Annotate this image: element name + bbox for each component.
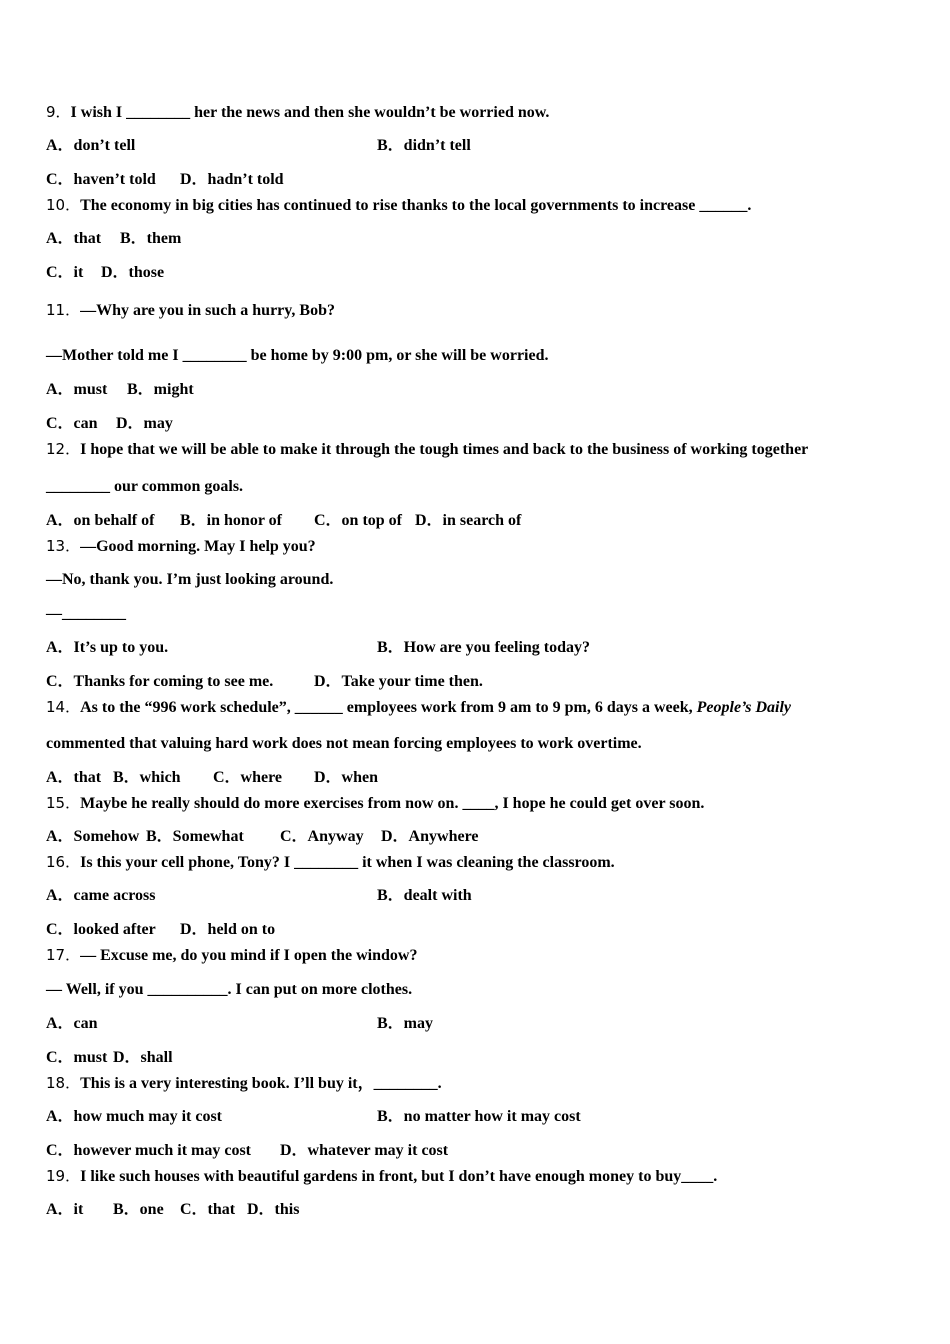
option-a: A．must	[46, 381, 108, 398]
question-11-reply: —Mother told me I ________ be home by 9:00 pm, or she will be worried.	[46, 347, 549, 364]
option-b: B．may	[377, 1015, 434, 1032]
option-a: A．came across	[46, 887, 156, 904]
option-c: C．must	[46, 1049, 108, 1066]
option-a: A．It’s up to you.	[46, 639, 169, 656]
question-text: I hope that we will be able to make it through the tough times and back to the business of working together	[80, 441, 809, 458]
question-15-stem	[46, 793, 704, 814]
question-text: The economy in big cities has continued to rise thanks to the local governments to increase ______.	[80, 197, 752, 214]
question-number: 13．	[46, 537, 81, 555]
question-13-blank: —________	[46, 605, 126, 622]
question-12-stem	[46, 439, 808, 460]
option-c: C．on top of	[314, 512, 403, 529]
question-13-reply: —No, thank you. I’m just looking around.	[46, 571, 334, 588]
option-a: A．can	[46, 1015, 98, 1032]
option-b: B．might	[127, 381, 194, 398]
question-number: 12．	[46, 440, 81, 458]
question-text: I wish I ________ her the news and then she wouldn’t be worried now.	[70, 104, 550, 121]
question-9-stem	[46, 102, 549, 123]
question-18-stem	[46, 1073, 442, 1094]
option-b: B．Somewhat	[146, 828, 244, 845]
question-number: 17．	[46, 946, 81, 964]
option-d: D．whatever may it cost	[280, 1142, 449, 1159]
question-13-stem	[46, 536, 316, 557]
option-d: D．shall	[113, 1049, 173, 1066]
question-text: Maybe he really should do more exercises from now on. ____, I hope he could get over soon.	[80, 795, 705, 812]
option-c: C．Thanks for coming to see me.	[46, 673, 274, 690]
question-16-stem	[46, 852, 615, 873]
question-number: 14．	[46, 698, 81, 716]
question-number: 10．	[46, 196, 81, 214]
option-b: B．them	[120, 230, 182, 247]
option-b: B．How are you feeling today?	[377, 639, 591, 656]
question-11-stem	[46, 300, 335, 321]
question-17-reply: — Well, if you __________. I can put on more clothes.	[46, 981, 413, 998]
option-c: C．haven’t told	[46, 171, 156, 188]
option-d: D．when	[314, 769, 379, 786]
option-c: C．can	[46, 415, 98, 432]
option-b: B．no matter how it may cost	[377, 1108, 581, 1125]
option-d: D．Anywhere	[381, 828, 479, 845]
question-14-stem-cont: commented that valuing hard work does not mean forcing employees to work overtime.	[46, 735, 642, 752]
question-number: 11．	[46, 301, 81, 319]
option-b: B．which	[113, 769, 181, 786]
question-text: As to the “996 work schedule”, ______ employees work from 9 am to 9 pm, 6 days a week,	[80, 699, 697, 716]
option-a: A．Somehow	[46, 828, 140, 845]
option-d: D．in search of	[415, 512, 522, 529]
option-a: A．that	[46, 769, 102, 786]
option-d: D．hadn’t told	[180, 171, 284, 188]
option-c: C．where	[213, 769, 283, 786]
question-text: I like such houses with beautiful gardens in front, but I don’t have enough money to buy____.	[80, 1168, 718, 1185]
option-b: B．dealt with	[377, 887, 472, 904]
question-number: 9．	[46, 103, 71, 121]
option-a: A．on behalf of	[46, 512, 155, 529]
question-number: 19．	[46, 1167, 81, 1185]
option-a: A．that	[46, 230, 102, 247]
question-14-stem	[46, 697, 791, 718]
option-c: C．looked after	[46, 921, 156, 938]
newspaper-name: People’s Daily	[696, 699, 791, 716]
question-text: This is a very interesting book. I’ll buy it，________.	[80, 1075, 442, 1092]
option-c: C．however much it may cost	[46, 1142, 252, 1159]
option-d: D．those	[101, 264, 165, 281]
option-b: B．one	[113, 1201, 164, 1218]
question-17-stem	[46, 945, 417, 966]
option-d: D．Take your time then.	[314, 673, 483, 690]
option-b: B．in honor of	[180, 512, 282, 529]
option-d: D．held on to	[180, 921, 276, 938]
option-b: B．didn’t tell	[377, 137, 471, 154]
question-number: 18．	[46, 1074, 81, 1092]
option-a: A．don’t tell	[46, 137, 136, 154]
question-number: 15．	[46, 794, 81, 812]
question-text: —Why are you in such a hurry, Bob?	[80, 302, 335, 319]
question-10-stem	[46, 195, 751, 216]
option-a: A．how much may it cost	[46, 1108, 222, 1125]
option-c: C．that	[180, 1201, 236, 1218]
option-a: A．it	[46, 1201, 84, 1218]
option-d: D．this	[247, 1201, 300, 1218]
question-number: 16．	[46, 853, 81, 871]
question-19-stem	[46, 1166, 717, 1187]
option-c: C．Anyway	[280, 828, 364, 845]
question-text: —Good morning. May I help you?	[80, 538, 316, 555]
question-12-stem-cont: ________ our common goals.	[46, 478, 244, 495]
question-text: Is this your cell phone, Tony? I ________ it when I was cleaning the classroom.	[80, 854, 615, 871]
question-text: — Excuse me, do you mind if I open the window?	[80, 947, 418, 964]
option-c: C．it	[46, 264, 84, 281]
option-d: D．may	[116, 415, 173, 432]
